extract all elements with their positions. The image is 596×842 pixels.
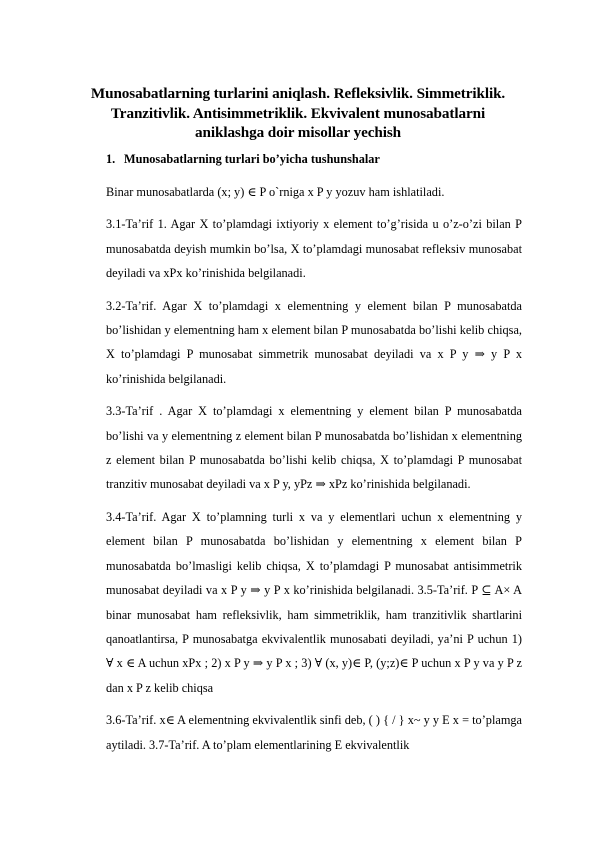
section-number: 1. [106, 152, 116, 166]
document-body [106, 180, 522, 765]
paragraph-definition-equivalence-class: 3.6-Ta’rif. x∈ A elementning ekvivalentlik sinfi deb, ( ) { / } x~ y y E x = to’plamga aytiladi. 3.7-Ta’rif. A to’plam elementlarining E ekvivalentlik [106, 713, 522, 752]
section-heading-text: Munosabatlarning turlari bo’yicha tushunshalar [124, 152, 380, 166]
section-heading [106, 150, 526, 168]
paragraph-definition-symmetric: 3.2-Ta’rif. Agar X to’plamdagi x elementning y element bilan P munosabatda bo’lishidan y elementning ham x element bilan P munosabatda bo’lishi kelib chiqsa, X to’plamdagi P munosabat simmetrik munosabat deyiladi va x P y ⇒ y P x ko’rinishida belgilanadi. [106, 298, 522, 386]
paragraph-definition-reflexive: 3.1-Ta’rif 1. Agar X to’plamdagi ixtiyoriy x element to’g’risida u o’z-o’zi bilan P munosabatda deyish mumkin bo’lsa, X to’plamdagi munosabat refleksiv munosabat deyiladi va xPx ko’rinishida belgilanadi. [106, 217, 522, 281]
paragraph-definition-transitive: 3.3-Ta’rif . Agar X to’plamdagi x elementning y element bilan P munosabatda bo’lishi va y elementning z element bilan P munosabatda bo’lishidan x elementning z element bilan P munosabatda bo’lishi kelib chiqsa, X to’plamdagi P munosabat tranzitiv munosabat deyiladi va x P y, yPz ⇒ xPz ko’rinishida belgilanadi. [106, 404, 522, 492]
paragraph-notation: Binar munosabatlarda (x; y) ∈ P o`rniga x P y yozuv ham ishlatiladi. [106, 185, 445, 199]
document-title: Munosabatlarning turlarini aniqlash. Refleksivlik. Simmetriklik. Tranzitivlik. Antisimmetriklik. Ekvivalent munosabatlarni aniklashga doir misollar yechish [90, 85, 506, 141]
paragraph-definition-antisymmetric-equivalence: 3.4-Ta’rif. Agar X to’plamning turli x va y elementlari uchun x elementning y element bilan P munosabatda bo’lishidan y elementning x element bilan P munosabatda bo’lmasligi kelib chiqsa, X to’plamdagi P munosabat antisimmetrik munosabat deyiladi va x P y ⇒ y P x ko’rinishida belgilanadi. 3.5-Ta’rif. P ⊆ A× A binar munosabat ham refleksivlik, ham simmetriklik, ham tranzitivlik shartlarini qanoatlantirsa, P munosabatga ekvivalentlik munosabati deyiladi, ya’ni P uchun 1) ∀ x ∈ A uchun xPx ; 2) x P y ⇒ y P x ; 3) ∀ (x, y)∈ P, (y;z)∈ P uchun x P y va y P z dan x P z kelib chiqsa [106, 509, 522, 695]
